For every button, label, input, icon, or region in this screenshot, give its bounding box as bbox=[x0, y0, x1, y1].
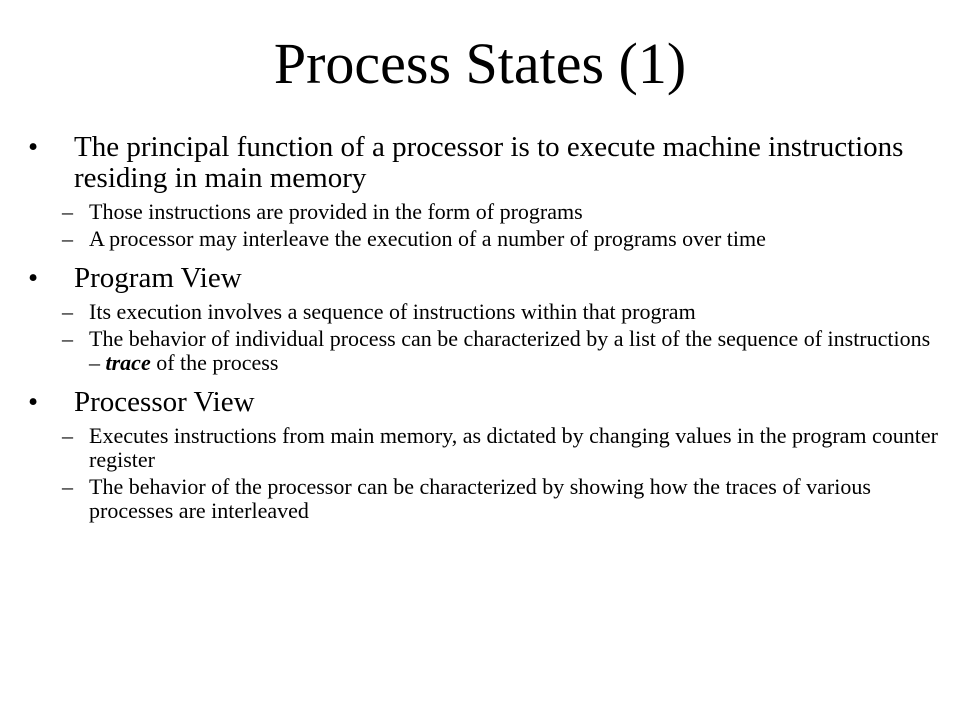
sub-bullet-dash: – bbox=[62, 299, 73, 324]
bullet-dot: • bbox=[28, 131, 39, 163]
sub-bullet-dash: – bbox=[62, 474, 73, 499]
sub-bullet-item bbox=[0, 300, 960, 324]
sub-bullet-dash: – bbox=[62, 423, 73, 448]
bullet-dot: • bbox=[28, 262, 39, 294]
sub-bullet-text-before: The behavior of individual process can be characterized by a list of the sequence of instructions – bbox=[89, 326, 931, 375]
sub-bullet-item bbox=[0, 475, 960, 523]
sub-bullet-item bbox=[0, 327, 960, 375]
sub-bullet-dash: – bbox=[62, 326, 73, 351]
sub-bullet-text: The behavior of the processor can be characterized by showing how the traces of various processes are interleaved bbox=[89, 474, 871, 523]
sub-bullet-text: A processor may interleave the execution of a number of programs over time bbox=[89, 226, 766, 251]
sub-bullet-item bbox=[0, 424, 960, 472]
sub-bullet-text-after: of the process bbox=[150, 350, 279, 375]
trace-term: trace bbox=[105, 350, 151, 375]
bullet-item bbox=[0, 132, 960, 194]
slide-title: Process States (1) bbox=[273, 31, 687, 96]
sub-bullet-text: Its execution involves a sequence of instructions within that program bbox=[89, 299, 696, 324]
sub-bullet-item bbox=[0, 200, 960, 224]
sub-bullet-item bbox=[0, 227, 960, 251]
bullet-text: The principal function of a processor is to execute machine instructions residing in main memory bbox=[74, 131, 904, 194]
bullet-text: Processor View bbox=[74, 386, 255, 418]
bullet-text: Program View bbox=[74, 262, 242, 294]
bullet-item bbox=[0, 387, 960, 418]
sub-bullet-dash: – bbox=[62, 199, 73, 224]
sub-bullet-text: Those instructions are provided in the form of programs bbox=[89, 199, 583, 224]
bullet-item bbox=[0, 263, 960, 294]
bullet-dot: • bbox=[28, 386, 39, 418]
bullet-list bbox=[0, 132, 960, 523]
sub-bullet-text: Executes instructions from main memory, as dictated by changing values in the program counter register bbox=[89, 423, 938, 472]
sub-bullet-dash: – bbox=[62, 226, 73, 251]
